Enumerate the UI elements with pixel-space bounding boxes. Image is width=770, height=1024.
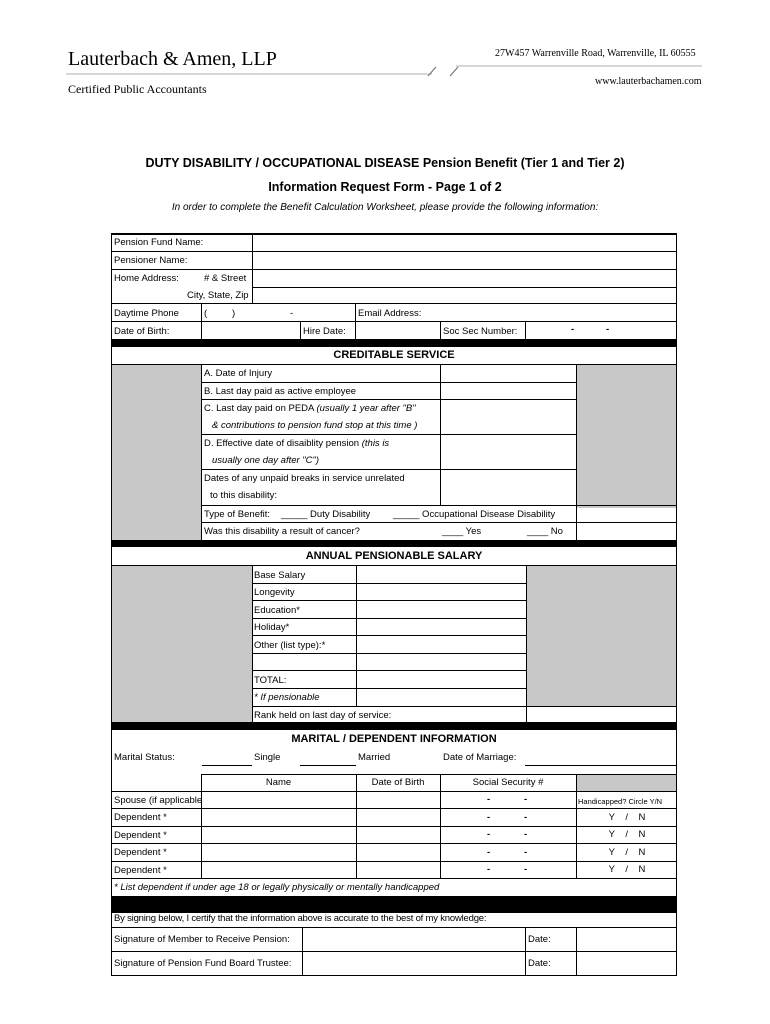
form-title: DUTY DISABILITY / OCCUPATIONAL DISEASE Pension Benefit (Tier 1 and Tier 2) <box>145 156 625 170</box>
effective-date-text: D. Effective date of disaiblity pension <box>204 438 360 449</box>
spouse-ssn-dash-2: - <box>524 794 528 805</box>
creditable-service-header: CREDITABLE SERVICE <box>333 349 455 361</box>
dependent-2-handicapped[interactable]: Y / N <box>608 829 646 840</box>
cancer-question-label: Was this disability a result of cancer? <box>204 526 360 537</box>
dependent-2-ssn-dash-2: - <box>524 829 528 840</box>
email-label: Email Address: <box>358 308 422 319</box>
certify-statement: By signing below, I certify that the information above is accurate to the best of my knowledge: <box>114 913 487 924</box>
base-salary-field[interactable] <box>358 567 525 582</box>
effective-date-label <box>204 438 389 450</box>
member-signature-field[interactable] <box>304 929 524 950</box>
last-day-peda-note: (usually 1 year after "B" <box>316 403 416 414</box>
last-day-active-field[interactable] <box>442 384 575 398</box>
married-option: Married <box>358 752 391 763</box>
dependent-1-ssn-dash-1: - <box>487 812 491 823</box>
ssn-dash-2: - <box>606 324 610 335</box>
handicapped-header: Handicapped? Circle Y/N <box>578 797 663 806</box>
spouse-label: Spouse (if applicable <box>114 795 203 806</box>
effective-date-note: (this is <box>361 438 390 449</box>
type-of-benefit-label: Type of Benefit: <box>204 509 271 520</box>
trustee-date-field[interactable] <box>578 953 675 974</box>
pension-fund-name-field[interactable] <box>254 236 674 250</box>
salary-row-education: Education* <box>254 605 300 616</box>
salary-total-label: TOTAL: <box>254 675 287 686</box>
trustee-signature-field[interactable] <box>304 953 524 974</box>
hire-date-field[interactable] <box>357 323 439 337</box>
spouse-dob-field[interactable] <box>358 793 439 807</box>
rank-label: Rank held on last day of service: <box>254 710 392 721</box>
dependent-2-name-field[interactable] <box>203 828 355 842</box>
member-signature-label: Signature of Member to Receive Pension: <box>114 934 290 945</box>
trustee-signature-label: Signature of Pension Fund Board Trustee: <box>114 958 292 969</box>
other-field[interactable] <box>358 637 525 652</box>
total-field[interactable] <box>358 672 525 687</box>
last-day-active-label: B. Last day paid as active employee <box>204 386 357 397</box>
dependent-4-label: Dependent * <box>114 865 167 876</box>
hire-date-label: Hire Date: <box>303 326 346 337</box>
daytime-phone-label: Daytime Phone <box>114 308 179 319</box>
firm-subtitle: Certified Public Accountants <box>68 82 207 96</box>
rank-field[interactable] <box>396 708 524 721</box>
dob-field[interactable] <box>203 323 299 337</box>
salary-row-longevity: Longevity <box>254 587 295 598</box>
date-of-injury-label: A. Date of Injury <box>204 368 273 379</box>
col-dob-header: Date of Birth <box>371 777 425 788</box>
pension-fund-name-label: Pension Fund Name: <box>114 237 204 248</box>
salary-row-other: Other (list type):* <box>254 640 326 651</box>
dependent-4-dob-field[interactable] <box>358 863 439 877</box>
dependent-1-dob-field[interactable] <box>358 810 439 825</box>
duty-disability-option[interactable]: _____ Duty Disability <box>281 509 371 520</box>
dependent-4-ssn-dash-1: - <box>487 864 491 875</box>
street-field[interactable] <box>254 271 674 285</box>
unpaid-breaks-label-2: to this disability: <box>210 490 278 501</box>
phone-paren-close: ) <box>232 308 236 319</box>
email-field[interactable] <box>440 305 674 319</box>
marital-status-label: Marital Status: <box>114 752 175 763</box>
dependent-3-ssn-dash-2: - <box>524 847 528 858</box>
pensioner-name-field[interactable] <box>254 253 674 267</box>
form-intro: In order to complete the Benefit Calculation Worksheet, please provide the following information: <box>171 202 599 213</box>
firm-website: www.lauterbachamen.com <box>595 76 702 87</box>
phone-dash: - <box>290 308 294 319</box>
dependent-3-label: Dependent * <box>114 847 167 858</box>
col-ssn-header: Social Security # <box>472 777 544 788</box>
longevity-field[interactable] <box>358 585 525 599</box>
letterhead-rule <box>60 60 710 80</box>
spouse-ssn-dash-1: - <box>487 794 491 805</box>
dependent-2-label: Dependent * <box>114 830 167 841</box>
salary-row-base: Base Salary <box>254 570 306 581</box>
dependent-1-label: Dependent * <box>114 812 167 823</box>
other-field-2[interactable] <box>358 655 525 669</box>
cancer-yes-option[interactable]: ____ Yes <box>442 526 482 537</box>
dependent-3-dob-field[interactable] <box>358 845 439 860</box>
unpaid-breaks-label: Dates of any unpaid breaks in service unrelated <box>204 473 405 484</box>
salary-header: ANNUAL PENSIONABLE SALARY <box>305 550 483 562</box>
dependent-4-ssn-dash-2: - <box>524 864 528 875</box>
dependent-footnote: * List dependent if under age 18 or legally physically or mentally handicapped <box>114 882 440 893</box>
city-state-zip-field[interactable] <box>254 289 674 302</box>
ssn-field[interactable] <box>527 323 674 337</box>
home-address-label: Home Address: <box>114 273 179 284</box>
single-option: Single <box>254 752 281 763</box>
unpaid-breaks-field[interactable] <box>442 471 575 504</box>
education-field[interactable] <box>358 602 525 617</box>
phone-paren-open: ( <box>204 308 208 319</box>
dependent-1-ssn-dash-2: - <box>524 812 528 823</box>
peda-note-line2: & contributions to pension fund stop at this time ) <box>212 420 418 431</box>
married-blank[interactable] <box>300 765 356 766</box>
dependent-3-handicapped[interactable]: Y / N <box>608 847 646 858</box>
date-of-injury-field[interactable] <box>442 366 575 381</box>
pensioner-name-label: Pensioner Name: <box>114 255 188 266</box>
trustee-date-label: Date: <box>528 958 551 969</box>
dependent-2-ssn-dash-1: - <box>487 829 491 840</box>
member-date-label: Date: <box>528 934 551 945</box>
dependent-4-handicapped[interactable]: Y / N <box>608 864 646 875</box>
last-day-peda-field[interactable] <box>442 401 575 433</box>
dob-label: Date of Birth: <box>114 326 170 337</box>
form-subtitle: Information Request Form - Page 1 of 2 <box>268 180 502 194</box>
street-label: # & Street <box>204 273 247 284</box>
salary-note: * If pensionable <box>254 692 320 703</box>
last-day-peda-text: C. Last day paid on PEDA <box>204 403 314 414</box>
single-blank[interactable] <box>202 765 252 766</box>
dependent-1-name-field[interactable] <box>203 810 355 825</box>
ssn-dash-1: - <box>571 324 575 335</box>
dependent-1-handicapped[interactable]: Y / N <box>608 812 646 823</box>
spouse-name-field[interactable] <box>203 793 355 807</box>
date-of-marriage-field[interactable] <box>525 765 676 766</box>
occupational-disease-option[interactable]: _____ Occupational Disease Disability <box>393 509 556 520</box>
dependent-3-name-field[interactable] <box>203 845 355 860</box>
col-name-header: Name <box>265 777 292 788</box>
salary-row-holiday: Holiday* <box>254 622 290 633</box>
effective-date-field[interactable] <box>442 436 575 468</box>
marital-header: MARITAL / DEPENDENT INFORMATION <box>291 733 497 745</box>
holiday-field[interactable] <box>358 620 525 634</box>
dependent-4-name-field[interactable] <box>203 863 355 877</box>
firm-name: Lauterbach & Amen, LLP <box>68 48 277 70</box>
dependent-2-dob-field[interactable] <box>358 828 439 842</box>
city-state-zip-label: City, State, Zip <box>187 290 249 301</box>
effective-date-note-line2: usually one day after "C") <box>212 455 320 466</box>
cancer-no-option[interactable]: ____ No <box>527 526 563 537</box>
daytime-phone-field[interactable] <box>203 305 353 319</box>
member-date-field[interactable] <box>578 929 675 950</box>
ssn-label: Soc Sec Number: <box>443 326 518 337</box>
dependent-3-ssn-dash-1: - <box>487 847 491 858</box>
date-of-marriage-label: Date of Marriage: <box>443 752 517 763</box>
firm-address: 27W457 Warrenville Road, Warrenville, IL 60555 <box>495 48 696 59</box>
last-day-peda-label <box>204 403 416 415</box>
